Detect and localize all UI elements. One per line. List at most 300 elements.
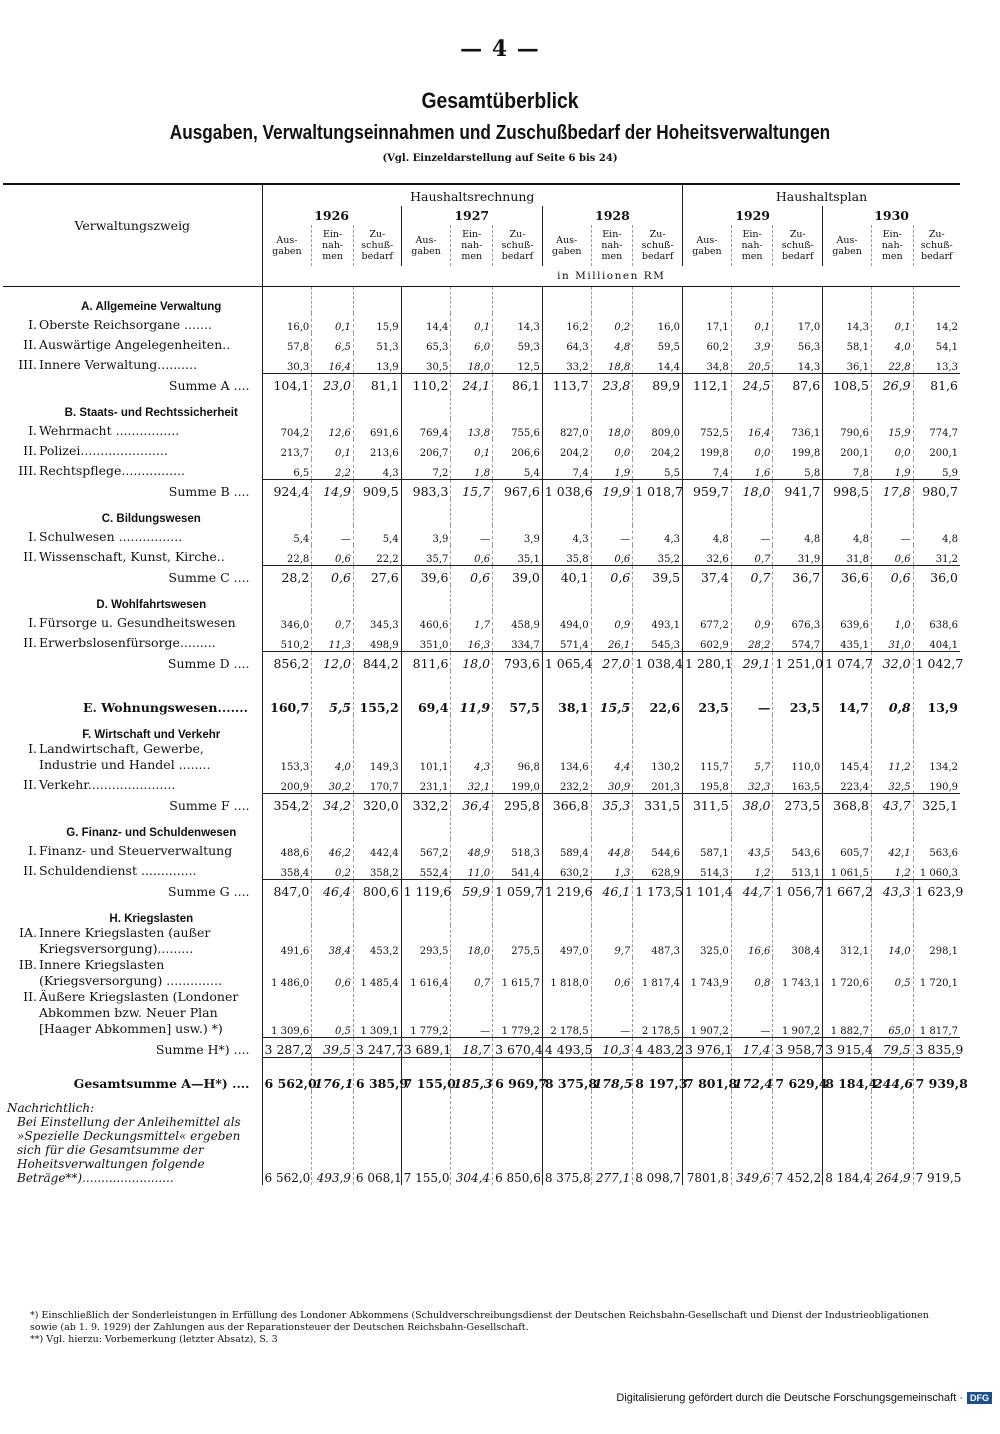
value-cell: 677,2 — [683, 611, 732, 631]
value-cell: 3,9 — [731, 333, 773, 353]
value-cell: 752,5 — [683, 419, 732, 439]
row-label-text: Innere Verwaltung.......... — [39, 357, 198, 372]
value-cell: 1 219,6 — [542, 879, 591, 899]
value-cell: 59,9 — [451, 879, 493, 899]
value-cell: 983,3 — [401, 479, 451, 499]
value-cell: 232,2 — [542, 773, 591, 793]
value-cell: 298,1 — [913, 925, 960, 957]
value-cell: 497,0 — [542, 925, 591, 957]
value-cell: 59,3 — [493, 333, 543, 353]
value-cell: 325,0 — [683, 925, 732, 957]
value-cell: 3,9 — [493, 525, 543, 545]
section-title: C. Bildungswesen — [101, 513, 201, 525]
value-cell: 1,6 — [731, 459, 773, 479]
row-label — [3, 353, 262, 373]
value-cell: 1 616,4 — [401, 957, 451, 989]
value-cell: 14,3 — [773, 353, 823, 373]
sum-row — [3, 671, 960, 715]
value-cell: 16,2 — [542, 313, 591, 333]
value-cell: 42,1 — [871, 839, 913, 859]
value-cell: 2 178,5 — [542, 989, 591, 1037]
value-cell: 206,6 — [493, 439, 543, 459]
value-cell: 563,6 — [913, 839, 960, 859]
value-cell: 1 779,2 — [401, 989, 451, 1037]
value-cell: 460,6 — [401, 611, 451, 631]
row-label-text: Äußere Kriegslasten (Londoner Abkommen bzw. Neuer Plan [Haager Abkommen] usw.) *) — [39, 989, 239, 1036]
value-cell: 7 919,5 — [913, 1091, 960, 1185]
value-cell: 13,9 — [913, 671, 960, 715]
row-number: II. — [23, 777, 37, 792]
value-cell: 1 038,4 — [633, 651, 683, 671]
value-cell: 1 486,0 — [262, 957, 312, 989]
value-cell: 7,4 — [542, 459, 591, 479]
value-cell: 1 907,2 — [773, 989, 823, 1037]
value-cell: 1,0 — [871, 611, 913, 631]
value-cell: 15,5 — [591, 671, 633, 715]
value-cell: 4,3 — [353, 459, 401, 479]
value-cell: 755,6 — [493, 419, 543, 439]
table-row — [3, 957, 960, 989]
sum-label: Summe F .... — [169, 798, 250, 813]
value-cell: 7 939,8 — [913, 1057, 960, 1091]
value-cell: 170,7 — [353, 773, 401, 793]
value-cell: 1 907,2 — [683, 989, 732, 1037]
value-cell: 1 018,7 — [633, 479, 683, 499]
year-header: 1929 — [683, 206, 823, 225]
value-cell: 11,2 — [871, 741, 913, 773]
sum-row — [3, 793, 960, 813]
sum-row — [3, 651, 960, 671]
value-cell: 23,8 — [591, 373, 633, 393]
value-cell: 31,9 — [773, 545, 823, 565]
column-header: Zu- schuß- bedarf — [913, 225, 960, 266]
column-header: Aus- gaben — [683, 225, 732, 266]
memo-label — [3, 1091, 262, 1185]
page-subtitle: Ausgaben, Verwaltungseinnahmen und Zuschußbedarf der Hoheitsverwaltungen — [169, 122, 831, 144]
sum-label: Summe B .... — [168, 484, 250, 499]
value-cell: 6 068,1 — [353, 1091, 401, 1185]
table-row — [3, 839, 960, 859]
row-number: III. — [18, 357, 37, 372]
value-cell: 1,8 — [451, 459, 493, 479]
value-cell: 0,6 — [312, 957, 354, 989]
value-cell: 86,1 — [493, 373, 543, 393]
value-cell: 5,4 — [353, 525, 401, 545]
value-cell: 1 623,9 — [913, 879, 960, 899]
value-cell: 200,1 — [913, 439, 960, 459]
value-cell: 1 042,7 — [913, 651, 960, 671]
row-label-text: Oberste Reichsorgane ....... — [39, 317, 212, 332]
value-cell: 8 197,3 — [633, 1057, 683, 1091]
column-header: Zu- schuß- bedarf — [353, 225, 401, 266]
footnote: **) Vgl. hierzu: Vorbemerkung (letzter Absatz), S. 3 — [30, 1334, 278, 1345]
value-cell: 32,0 — [871, 651, 913, 671]
value-cell: 1 059,7 — [493, 879, 543, 899]
value-cell: 691,6 — [353, 419, 401, 439]
value-cell: 0,2 — [312, 859, 354, 879]
table-row — [3, 631, 960, 651]
value-cell: 18,7 — [451, 1037, 493, 1057]
sum-label: E. Wohnungswesen....... — [83, 700, 248, 715]
year-header: 1927 — [401, 206, 542, 225]
value-cell: 213,6 — [353, 439, 401, 459]
value-cell: 6,5 — [262, 459, 312, 479]
value-cell: 4,8 — [683, 525, 732, 545]
sum-label: Summe A .... — [168, 378, 250, 393]
value-cell: 11,0 — [451, 859, 493, 879]
value-cell: 1 061,5 — [823, 859, 872, 879]
row-number: IA. — [19, 925, 37, 940]
value-cell: 4 493,5 — [542, 1037, 591, 1057]
memo-text: Bei Einstellung der Anleihemittel als »Spezielle Deckungsmittel« ergeben sich für die Gesamtsumme der Hoheitsverwaltungen folgende Beträge**)........................ — [17, 1115, 241, 1185]
table-row — [3, 439, 960, 459]
value-cell: 630,2 — [542, 859, 591, 879]
grand-total-label: Gesamtsumme A—H*) .... — [73, 1076, 250, 1091]
value-cell: 13,3 — [913, 353, 960, 373]
value-cell: 543,6 — [773, 839, 823, 859]
dfg-logo: DFG — [967, 1392, 992, 1404]
value-cell: 14,4 — [401, 313, 451, 333]
table-row — [3, 989, 960, 1037]
value-cell: 204,2 — [542, 439, 591, 459]
value-cell: 273,5 — [773, 793, 823, 813]
table-row — [3, 313, 960, 333]
value-cell: 7 801,8 — [683, 1057, 732, 1091]
value-cell: 3,9 — [401, 525, 451, 545]
value-cell: 18,0 — [451, 925, 493, 957]
value-cell: 39,5 — [633, 565, 683, 585]
value-cell: 998,5 — [823, 479, 872, 499]
value-cell: 34,2 — [312, 793, 354, 813]
value-cell: 5,5 — [633, 459, 683, 479]
value-cell: 941,7 — [773, 479, 823, 499]
value-cell: 4,0 — [312, 741, 354, 773]
value-cell: 587,1 — [683, 839, 732, 859]
value-cell: 27,6 — [353, 565, 401, 585]
value-cell: 574,7 — [773, 631, 823, 651]
value-cell: 46,1 — [591, 879, 633, 899]
row-label-text: Finanz- und Steuerverwaltung — [39, 843, 233, 858]
value-cell: 3 247,7 — [353, 1037, 401, 1057]
value-cell: 36,1 — [823, 353, 872, 373]
value-cell: 24,5 — [731, 373, 773, 393]
value-cell: 163,5 — [773, 773, 823, 793]
value-cell: 60,2 — [683, 333, 732, 353]
value-cell: 22,2 — [353, 545, 401, 565]
value-cell: 11,9 — [451, 671, 493, 715]
value-cell: 14,7 — [823, 671, 872, 715]
value-cell: 856,2 — [262, 651, 312, 671]
row-label — [3, 333, 262, 353]
value-cell: 11,3 — [312, 631, 354, 651]
sum-row — [3, 565, 960, 585]
row-label — [3, 773, 262, 793]
value-cell: 1 817,4 — [633, 957, 683, 989]
value-cell: 7,8 — [823, 459, 872, 479]
value-cell: 113,7 — [542, 373, 591, 393]
value-cell: 0,9 — [731, 611, 773, 631]
value-cell: 0,7 — [451, 957, 493, 989]
sum-label: Summe C .... — [168, 570, 250, 585]
value-cell: 51,3 — [353, 333, 401, 353]
value-cell: 190,9 — [913, 773, 960, 793]
value-cell: 704,2 — [262, 419, 312, 439]
value-cell: 0,6 — [312, 545, 354, 565]
row-label — [3, 925, 262, 957]
value-cell: 172,4 — [731, 1057, 773, 1091]
value-cell: 1 101,4 — [683, 879, 732, 899]
value-cell: 4,3 — [542, 525, 591, 545]
sum-label: Summe D .... — [167, 656, 250, 671]
value-cell: 1 720,6 — [823, 957, 872, 989]
sum-row — [3, 879, 960, 899]
value-cell: 1 065,4 — [542, 651, 591, 671]
value-cell: 12,6 — [312, 419, 354, 439]
value-cell: 7 452,2 — [773, 1091, 823, 1185]
sum-label: Summe G .... — [167, 884, 250, 899]
value-cell: 36,7 — [773, 565, 823, 585]
value-cell: 7 629,4 — [773, 1057, 823, 1091]
value-cell: 43,3 — [871, 879, 913, 899]
value-cell: 1 743,1 — [773, 957, 823, 989]
value-cell: 10,3 — [591, 1037, 633, 1057]
value-cell: 244,6 — [871, 1057, 913, 1091]
value-cell: 134,2 — [913, 741, 960, 773]
row-label-text: Erwerbslosenfürsorge......... — [39, 635, 216, 650]
value-cell: 1,7 — [451, 611, 493, 631]
value-cell: 104,1 — [262, 373, 312, 393]
table-row — [3, 925, 960, 957]
value-cell: 1 060,3 — [913, 859, 960, 879]
value-cell: 514,3 — [683, 859, 732, 879]
value-cell: 176,1 — [312, 1057, 354, 1091]
value-cell: 39,0 — [493, 565, 543, 585]
value-cell: 1,2 — [731, 859, 773, 879]
value-cell: 0,0 — [871, 439, 913, 459]
value-cell: 213,7 — [262, 439, 312, 459]
value-cell: 3 976,1 — [683, 1037, 732, 1057]
value-cell: 1 720,1 — [913, 957, 960, 989]
value-cell: 31,8 — [823, 545, 872, 565]
value-cell: 36,4 — [451, 793, 493, 813]
row-label — [3, 957, 262, 989]
value-cell: 36,6 — [823, 565, 872, 585]
value-cell: — — [591, 989, 633, 1037]
value-cell: 46,2 — [312, 839, 354, 859]
value-cell: 87,6 — [773, 373, 823, 393]
row-number: I. — [28, 843, 37, 858]
value-cell: 34,8 — [683, 353, 732, 373]
value-cell: 18,0 — [451, 353, 493, 373]
value-cell: 206,7 — [401, 439, 451, 459]
value-cell: 12,0 — [312, 651, 354, 671]
value-cell: 16,6 — [731, 925, 773, 957]
value-cell: 0,0 — [731, 439, 773, 459]
value-cell: 0,1 — [451, 439, 493, 459]
value-cell: 638,6 — [913, 611, 960, 631]
column-header: Ein- nah- men — [871, 225, 913, 266]
value-cell: 368,8 — [823, 793, 872, 813]
value-cell: 909,5 — [353, 479, 401, 499]
value-cell: 404,1 — [913, 631, 960, 651]
value-cell: 639,6 — [823, 611, 872, 631]
value-cell: 8 184,4 — [823, 1057, 872, 1091]
value-cell: 4,8 — [913, 525, 960, 545]
value-cell: 325,1 — [913, 793, 960, 813]
value-cell: 1,9 — [591, 459, 633, 479]
value-cell: 0,6 — [451, 545, 493, 565]
value-cell: 1 743,9 — [683, 957, 732, 989]
section-title: G. Finanz- und Schuldenwesen — [66, 827, 237, 839]
value-cell: 30,9 — [591, 773, 633, 793]
value-cell: 0,0 — [591, 439, 633, 459]
row-number: II. — [23, 635, 37, 650]
row-label — [3, 545, 262, 565]
sum-row — [3, 479, 960, 499]
value-cell: 20,5 — [731, 353, 773, 373]
value-cell: 0,1 — [312, 313, 354, 333]
value-cell: 331,5 — [633, 793, 683, 813]
value-cell: — — [731, 989, 773, 1037]
value-cell: 160,7 — [262, 671, 312, 715]
value-cell: 2,2 — [312, 459, 354, 479]
value-cell: 358,2 — [353, 859, 401, 879]
value-cell: 31,2 — [913, 545, 960, 565]
value-cell: 199,8 — [773, 439, 823, 459]
value-cell: 293,5 — [401, 925, 451, 957]
value-cell: 3 958,7 — [773, 1037, 823, 1057]
row-label — [3, 611, 262, 631]
value-cell: 12,5 — [493, 353, 543, 373]
memo-heading: Nachrichtlich: — [7, 1101, 95, 1115]
value-cell: 30,2 — [312, 773, 354, 793]
value-cell: 924,4 — [262, 479, 312, 499]
value-cell: 33,2 — [542, 353, 591, 373]
value-cell: 16,4 — [731, 419, 773, 439]
value-cell: 2 178,5 — [633, 989, 683, 1037]
value-cell: 277,1 — [591, 1091, 633, 1185]
value-cell: 199,0 — [493, 773, 543, 793]
value-cell: 57,8 — [262, 333, 312, 353]
value-cell: 4,4 — [591, 741, 633, 773]
value-cell: 32,3 — [731, 773, 773, 793]
value-cell: 0,1 — [731, 313, 773, 333]
value-cell: 35,7 — [401, 545, 451, 565]
row-label — [3, 839, 262, 859]
value-cell: 43,7 — [871, 793, 913, 813]
value-cell: 544,6 — [633, 839, 683, 859]
value-cell: 32,1 — [451, 773, 493, 793]
value-cell: 29,1 — [731, 651, 773, 671]
value-cell: 17,0 — [773, 313, 823, 333]
value-cell: 38,4 — [312, 925, 354, 957]
row-label-text: Wissenschaft, Kunst, Kirche.. — [39, 549, 225, 564]
value-cell: 108,5 — [823, 373, 872, 393]
row-label-text: Schuldendienst .............. — [39, 863, 197, 878]
value-cell: 311,5 — [683, 793, 732, 813]
value-cell: 435,1 — [823, 631, 872, 651]
value-cell: 14,2 — [913, 313, 960, 333]
value-cell: 0,1 — [871, 313, 913, 333]
value-cell: 134,6 — [542, 741, 591, 773]
value-cell: 195,8 — [683, 773, 732, 793]
reference-note: (Vgl. Einzeldarstellung auf Seite 6 bis 24) — [382, 153, 618, 164]
value-cell: 0,2 — [591, 313, 633, 333]
value-cell: — — [312, 525, 354, 545]
value-cell: 19,9 — [591, 479, 633, 499]
value-cell: 65,3 — [401, 333, 451, 353]
column-header: Aus- gaben — [401, 225, 451, 266]
value-cell: 4,3 — [451, 741, 493, 773]
row-label — [3, 631, 262, 651]
row-number: I. — [28, 317, 37, 332]
value-cell: 453,2 — [353, 925, 401, 957]
value-cell: 155,2 — [353, 671, 401, 715]
value-cell: 23,5 — [683, 671, 732, 715]
page-title: Gesamtüberblick — [421, 88, 579, 113]
row-label — [3, 989, 262, 1037]
value-cell: 793,6 — [493, 651, 543, 671]
value-cell: 16,4 — [312, 353, 354, 373]
value-cell: 14,0 — [871, 925, 913, 957]
value-cell: 1 173,5 — [633, 879, 683, 899]
value-cell: 320,0 — [353, 793, 401, 813]
value-cell: 1,3 — [591, 859, 633, 879]
value-cell: 0,6 — [591, 545, 633, 565]
value-cell: 0,6 — [871, 545, 913, 565]
value-cell: 518,3 — [493, 839, 543, 859]
value-cell: 264,9 — [871, 1091, 913, 1185]
value-cell: 130,2 — [633, 741, 683, 773]
value-cell: 6 385,9 — [353, 1057, 401, 1091]
footnote: sowie (ab 1. 9. 1929) der Zahlungen aus der Reparationsteuer der Deutschen Reichsbahn-Gesellschaft. — [30, 1322, 529, 1333]
section-title: A. Allgemeine Verwaltung — [81, 301, 222, 313]
value-cell: 48,9 — [451, 839, 493, 859]
value-cell: 6,0 — [451, 333, 493, 353]
value-cell: 43,5 — [731, 839, 773, 859]
value-cell: 24,1 — [451, 373, 493, 393]
value-cell: 959,7 — [683, 479, 732, 499]
row-number: II. — [23, 989, 37, 1004]
value-cell: 110,2 — [401, 373, 451, 393]
row-number: II. — [23, 549, 37, 564]
row-number: II. — [23, 443, 37, 458]
value-cell: 1 251,0 — [773, 651, 823, 671]
value-cell: 27,0 — [591, 651, 633, 671]
value-cell: 602,9 — [683, 631, 732, 651]
value-cell: 494,0 — [542, 611, 591, 631]
value-cell: 7,2 — [401, 459, 451, 479]
column-header: Aus- gaben — [823, 225, 872, 266]
value-cell: 7 155,0 — [401, 1091, 451, 1185]
value-cell: 26,1 — [591, 631, 633, 651]
value-cell: 1,2 — [871, 859, 913, 879]
value-cell: 351,0 — [401, 631, 451, 651]
value-cell: 442,4 — [353, 839, 401, 859]
row-label-text: Innere Kriegslasten (außer Kriegsversorgung)......... — [39, 925, 211, 956]
value-cell: 23,5 — [773, 671, 823, 715]
value-cell: 40,1 — [542, 565, 591, 585]
value-cell: 493,1 — [633, 611, 683, 631]
year-header: 1928 — [542, 206, 682, 225]
row-number: II. — [23, 337, 37, 352]
value-cell: 8 375,8 — [542, 1091, 591, 1185]
column-header: Ein- nah- men — [451, 225, 493, 266]
branch-header: Verwaltungszweig — [3, 184, 262, 266]
header-haushaltsplan: Haushaltsplan — [683, 184, 960, 206]
value-cell: 3 670,4 — [493, 1037, 543, 1057]
value-cell: 89,9 — [633, 373, 683, 393]
